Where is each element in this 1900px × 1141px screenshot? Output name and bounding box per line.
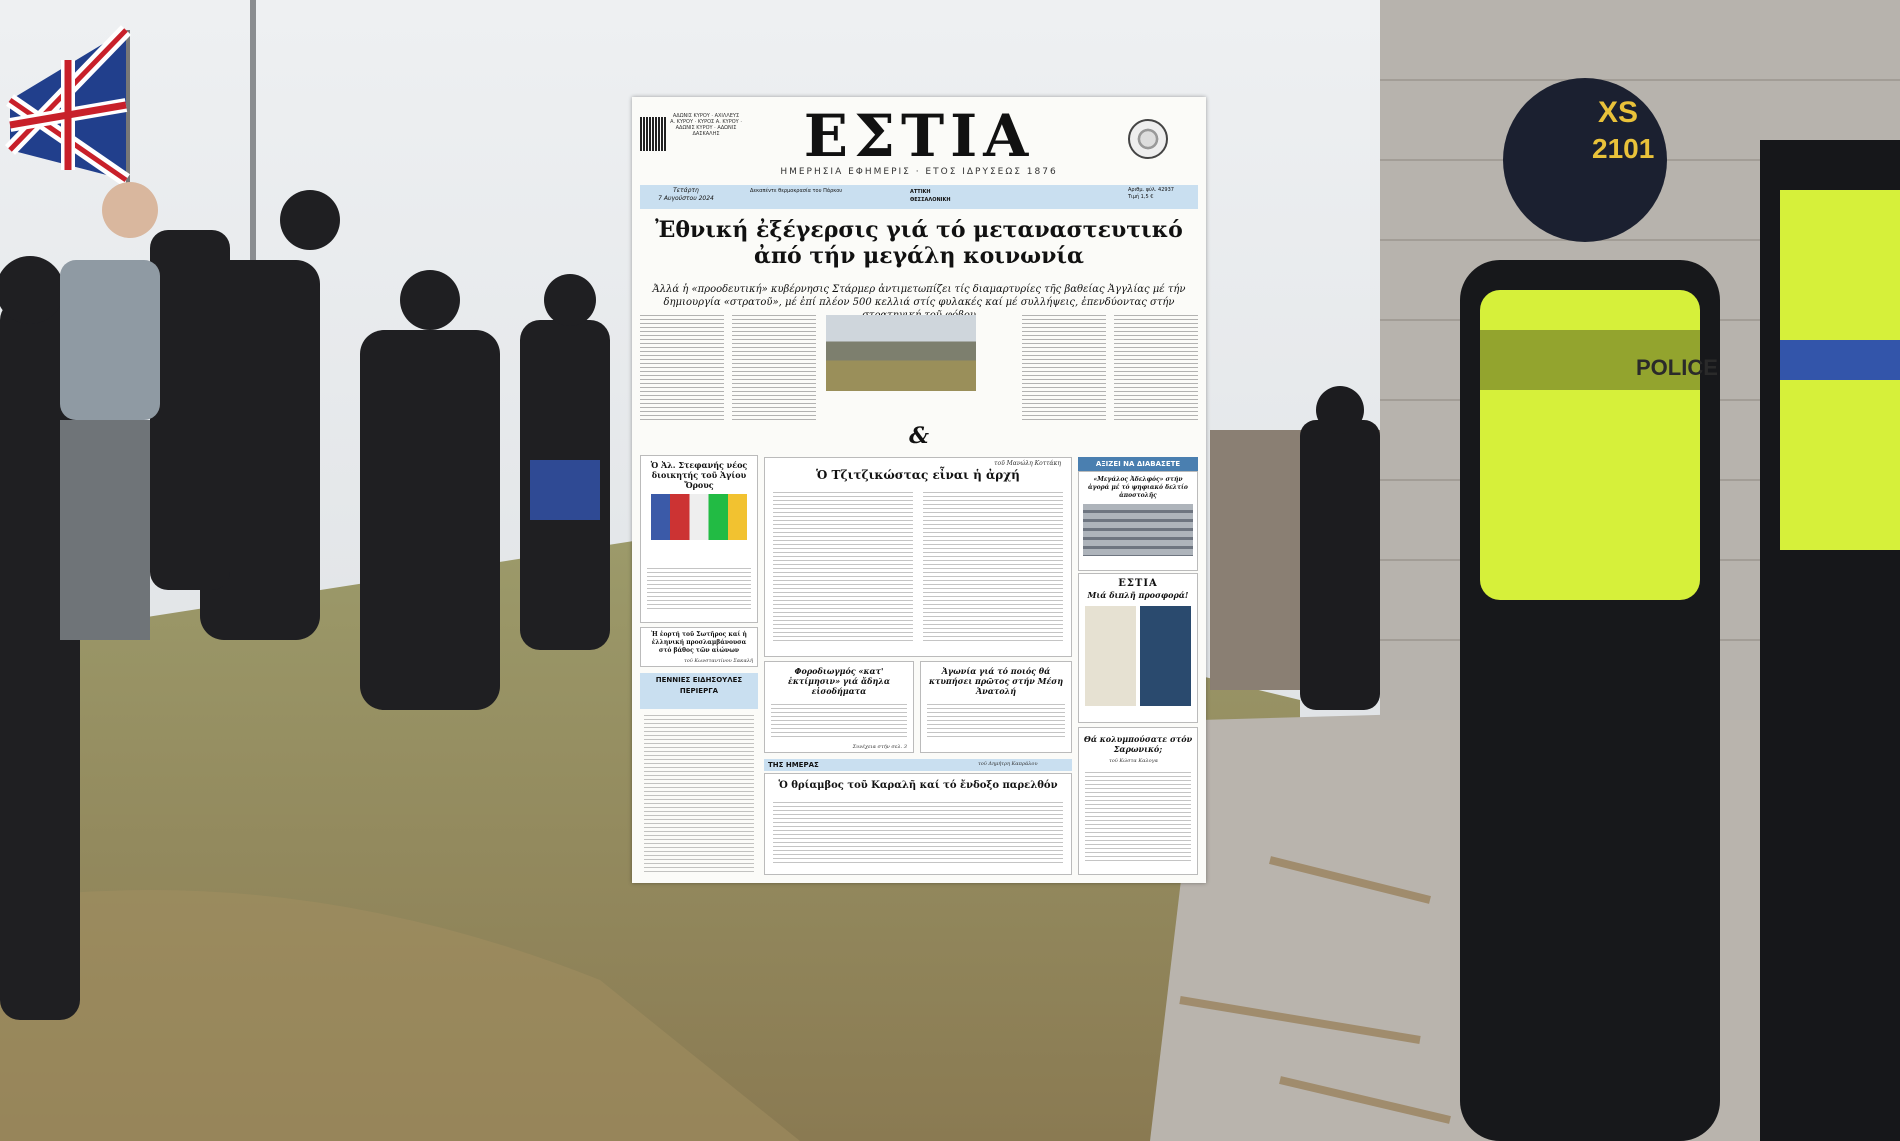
thessaloniki-label: ΘΕΣΣΑΛΟΝΙΚΗ xyxy=(910,197,951,203)
center-story-box xyxy=(764,457,1072,657)
read-also-title: «Μεγάλος Ἀδελφός» στήν ἀγορά μέ τό ψηφιακό δελτίο ἀποστολῆς xyxy=(1088,476,1188,499)
offer-box xyxy=(1078,573,1198,723)
mideast-story-text xyxy=(927,704,1065,740)
left-story-title: Ὁ Ἀλ. Στεφανής νέος διοικητής τοῦ Ἁγίου Ὄρους xyxy=(650,460,748,490)
lead-column-1 xyxy=(640,315,724,423)
mideast-story-title: Ἀγωνία γιά τό ποιός θά κτυπήσει πρῶτος στήν Μέση Ἀνατολή xyxy=(928,666,1064,696)
center-story-title: Ὁ Τζιτζικώστας εἶναι ἡ ἀρχή xyxy=(816,468,1020,482)
triumph-story-title: Ὁ θρίαμβος τοῦ Καραλῆ καί τό ἔνδοξο παρελθόν xyxy=(778,780,1058,791)
feast-author: τοῦ Κωνσταντίνου Σακαλῆ xyxy=(684,658,753,664)
helmet-label-bottom: 2101 xyxy=(1592,133,1655,164)
swim-story-title: Θά κολυμπούσατε στόν Σαρωνικό; xyxy=(1083,734,1193,754)
center-story-author: τοῦ Μανώλη Κοττάκη xyxy=(994,460,1061,467)
lead-headline-line1: Ἐθνική ἐξέγερσις γιά τό μεταναστευτικό xyxy=(655,217,1183,243)
penniless-tag: ΠΕΝΝΙΕΣ ΕΙΔΗΣΟΥΛΕΣ ΠΕΡΙΕΡΓΑ xyxy=(640,673,758,709)
lead-photo-column xyxy=(826,315,910,423)
tax-story-title: Φοροδιωγμός «κατ' ἐκτίμησιν» γιά ἄδηλα εἰσοδήματα xyxy=(787,666,891,696)
ampersand-divider: & xyxy=(909,423,929,449)
newspaper-subtitle: ΗΜΕΡΗΣΙΑ ΕΦΗΜΕΡΙΣ · ΕΤΟΣ ΙΔΡΥΣΕΩΣ 1876 xyxy=(780,167,1058,177)
swim-story-text xyxy=(1085,772,1191,864)
helmet-label-top: XS xyxy=(1598,96,1639,129)
vest-label: POLICE xyxy=(1636,355,1718,380)
lead-photo xyxy=(826,315,976,391)
attica-label: ΑΤΤΙΚΗ xyxy=(910,189,931,195)
feast-title: Ἡ ἑορτή τοῦ Σωτῆρος καί ἡ ἑλληνική προσλαμβάνουσα στό βάθος τῶν αἰώνων xyxy=(651,631,747,654)
lead-headline xyxy=(632,217,1206,269)
issue-date xyxy=(646,187,726,203)
tax-story-box xyxy=(764,661,914,753)
newspaper-title: ΕΣΤΙΑ xyxy=(803,102,1035,170)
lead-column-2 xyxy=(732,315,816,423)
issue-date-text: 7 Αυγούστου 2024 xyxy=(658,195,714,202)
regional-weather xyxy=(910,188,1120,204)
offer-brand: ΕΣΤΙΑ xyxy=(1118,578,1158,589)
seal-icon xyxy=(1128,119,1168,159)
lead-columns xyxy=(640,315,1198,425)
mideast-story-box xyxy=(920,661,1072,753)
read-also-box xyxy=(1078,471,1198,571)
masthead xyxy=(632,97,1206,181)
issue-day: Τετάρτη xyxy=(673,187,699,194)
dateline-bar xyxy=(640,185,1198,209)
weather-note: Δεκαπέντε θερμοκρασία του Πάρκου xyxy=(750,188,843,194)
center-story-col1 xyxy=(773,492,913,642)
newspaper-front-page xyxy=(632,97,1206,883)
founders-list: ΑΔΩΝΙΣ ΚΥΡΟΥ · ΑΧΙΛΛΕΥΣ Α. ΚΥΡΟΥ · ΚΥΡΟΣ Α. ΚΥΡΟΥ · ΑΔΩΝΙΣ ΚΥΡΟΥ · ΑΔΩΝΙΣ ΔΑΣΚΑΛΗΣ xyxy=(670,113,742,137)
lead-column-5 xyxy=(1114,315,1198,423)
lead-dek: Ἀλλά ἡ «προοδευτική» κυβέρνησις Στάρμερ ἀντιμετωπίζει τίς διαμαρτυρίες τῆς βαθείας Ἀγγλίας μέ τήν δημιουργία «στρατοῦ», μέ ἐπί πλέον 500 κελλιά στίς φυλακές καί μέ συλλήψεις, ἐπενδύοντας στήν xyxy=(652,284,1186,308)
swim-story-author: τοῦ Κώστα Καλογα xyxy=(1109,758,1159,764)
center-story-col2 xyxy=(923,492,1063,642)
tax-story-more: Συνέχεια στήν σελ. 3 xyxy=(852,744,907,750)
penniless-text xyxy=(644,715,754,875)
triumph-story-text xyxy=(773,802,1063,866)
issue-price: Τιμή 1,5 € xyxy=(1128,194,1154,200)
read-also-photo xyxy=(1083,504,1193,556)
read-also-tag: ΑΞΙΖΕΙ ΝΑ ΔΙΑΒΑΣΕΤΕ xyxy=(1078,457,1198,471)
left-story-box xyxy=(640,455,758,623)
issue-number-text: Αριθμ. φύλ. 42937 xyxy=(1128,187,1174,193)
left-story-photo xyxy=(651,494,747,540)
triumph-story-box xyxy=(764,773,1072,875)
tax-story-text xyxy=(771,704,907,740)
swim-story-box xyxy=(1078,727,1198,875)
offer-books-image xyxy=(1085,606,1191,706)
lead-headline-line2: ἀπό τήν μεγάλη κοινωνία xyxy=(754,243,1084,269)
left-story-text xyxy=(647,568,751,612)
issue-number xyxy=(1128,187,1194,201)
offer-title: Μιά διπλῆ προσφορά! xyxy=(1087,590,1189,600)
of-day-tag: ΤΗΣ ΗΜΕΡΑΣ xyxy=(764,759,1072,771)
of-day-author: τοῦ Δημήτρη Καπράλου xyxy=(978,761,1038,767)
lead-column-4 xyxy=(1022,315,1106,423)
feast-story-box xyxy=(640,627,758,667)
